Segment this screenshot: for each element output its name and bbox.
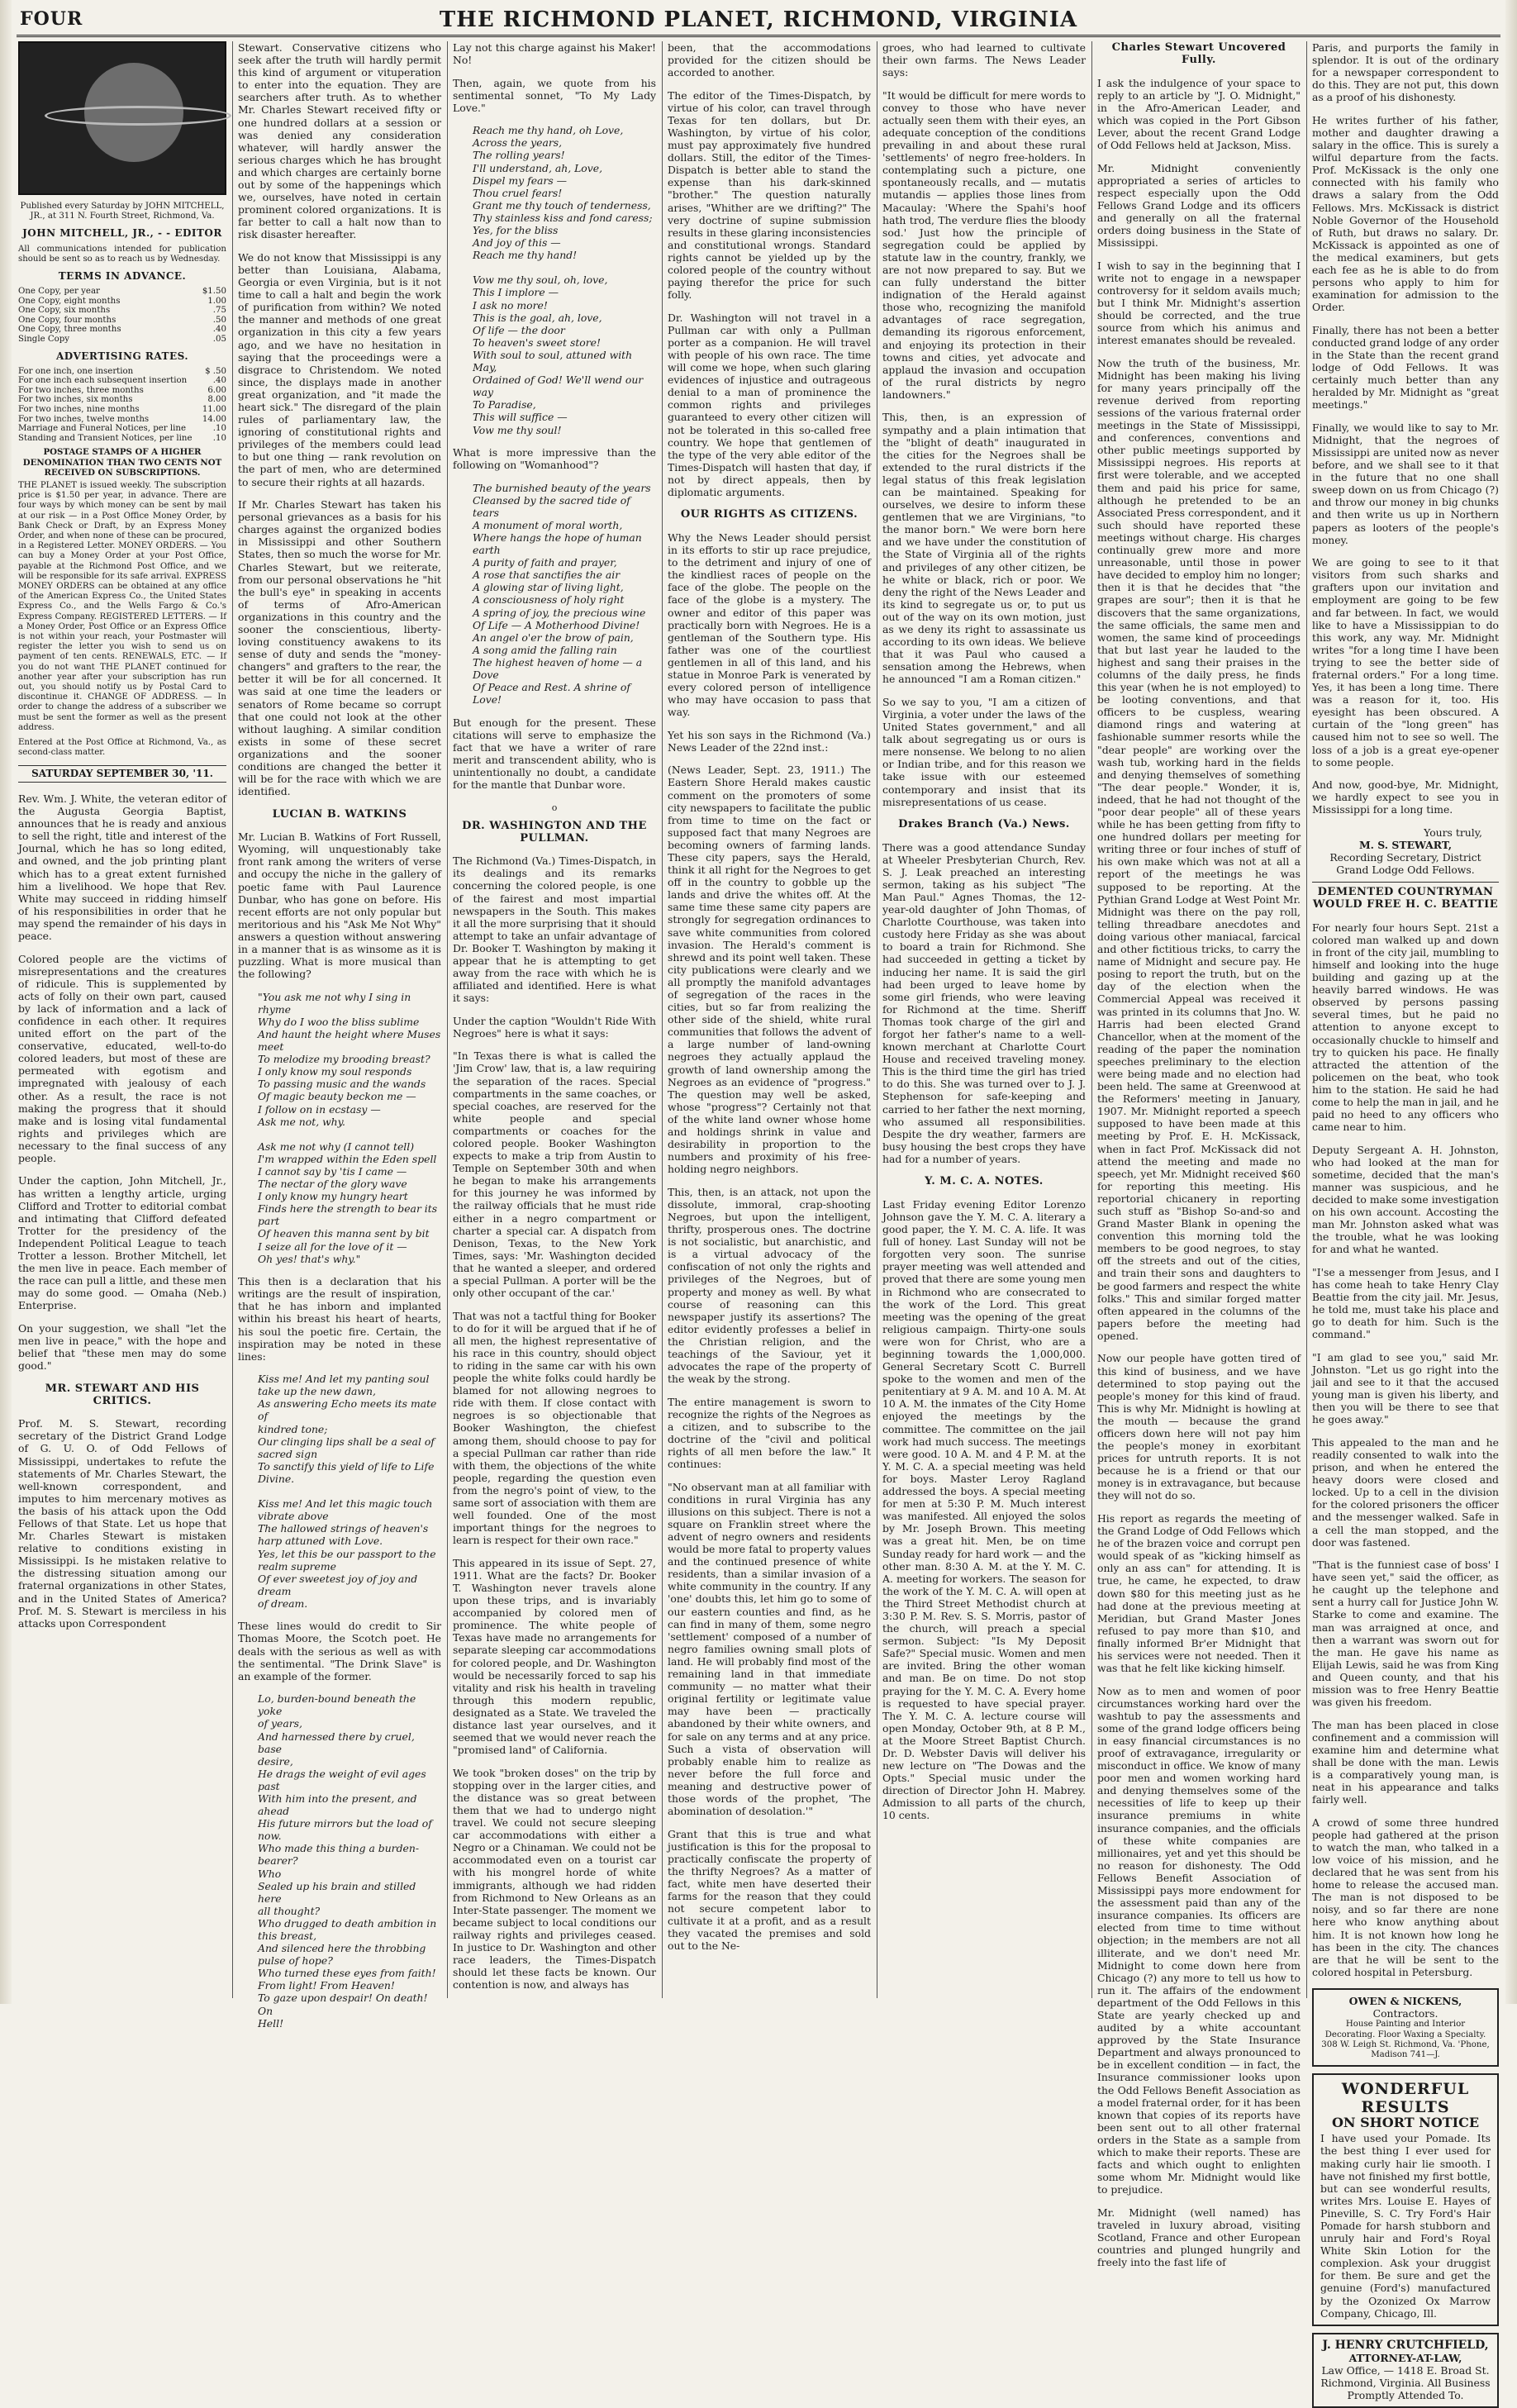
article-paragraph: What is more impressive than the following on "Womanhood"? [453, 445, 656, 472]
article-paragraph: Now as to men and women of poor circumstances working hard over the washtub to pay the assessments and some of the grand lodge officers being in easy financial circumstances is no proof of extravagance, irregularity or misconduct in office. We know of many poor men and women working hard and denying themselves some of the necessities of life to keep up their insurance premiums in white insurance companies, and the officials of these white companies are millionaires, yet and yet this should be no reason for dishonesty. The Odd Fellows Benefit Association of Mississippi pays more endowment for the assessment paid than any of the insurance companies. Its officers are elected from time to time without objection; in the members are not all illiterate, and we don't need Mr. Midnight to come down here from Chicago (?) any more to tell us how to run it. The affairs of the endowment department of the Odd Fellows in this State are yearly checked up and audited by a white accountant approved by the State Insurance Department and always pronounced to be in excellent condition — in fact, the Insurance commissioner looks upon the Odd Fellows Benefit Association as a model fraternal order, for it has been known that copies of its reports have been sent out to all other fraternal orders in the State as a sample from which to make their reports. These are facts and which ought to enlighten some whom Mr. Midnight would like to prejudice. [1097, 1684, 1301, 2196]
article-paragraph: So we say to you, "I am a citizen of Virginia, a voter under the laws of the United States government," and all talk about segregating us or ours is mere nonsense. We belong to no alien or Indian tribe, and for this reason we take issue with our esteemed contemporary and insist that its misrepresentations of us cease. [882, 695, 1086, 808]
page-number: FOUR [20, 8, 83, 30]
article-paragraph: This then is a declaration that his writings are the result of inspiration, that he has inborn and implanted within his breast his heart of hearts, his soul the poetic fire. Certain, the inspiration may be noted in these lines: [238, 1275, 441, 1363]
table-row: Single Copy .05 [18, 334, 226, 344]
ad-body: I have used your Pomade. Its the best thing I ever used for making curly hair lie smooth. I have not finished my first bottle, but can see wonderful results, writes Mrs. Louise E. Hayes of Pineville, S. C. Try Ford's Hair Pomade for harsh stubborn and unruly hair and Ford's Royal White Skin Lotion for the complexion. Ask your druggist for them. Be sure and get the genuine (Ford's) manufactured by the Ozonized Ox Marrow Company, Chicago, Ill. [1320, 2132, 1491, 2320]
article-paragraph: He writes further of his father, mother and daughter drawing a salary in the office. This is surely a wilful departure from the facts. Prof. McKissack is the only one connected with his family who draws a salary from the Odd Fellows. Mrs. McKissack is district Noble Governor of the Household of Ruth, but draws no salary. Dr. McKissack is appointed as one of the medical examiners, but gets each fee as he is able to do from persons who apply to him for examination for admission to the Order. [1312, 113, 1499, 314]
article-paragraph: Yet his son says in the Richmond (Va.) News Leader of the 22nd inst.: [668, 728, 871, 754]
page-edge-right [1505, 0, 1517, 2004]
article-paragraph: I wish to say in the beginning that I write not to engage in a newspaper controversy for it seldom avails much; but I think Mr. Midnight's assertion should be corrected, and the true source from which his animus and interest emanates should be revealed. [1097, 259, 1301, 347]
table-row: One Copy, four months .50 [18, 315, 226, 325]
ad-body: House Painting and Interior Decorating. Floor Waxing a Specialty. 308 W. Leigh St. Richmond, Va. 'Phone, Madison 741—J. [1321, 2020, 1490, 2060]
article-paragraph: Under the caption "Wouldn't Ride With Negroes" here is what it says: [453, 1014, 656, 1040]
article-paragraph: This appealed to the man and he readily consented to walk into the prison, and when he entered the heavy doors were closed and locked. Up to a cell in the division for the colored prisoners the officer and the messenger walked. Safe in a cell the man stopped, and the door was fastened. [1312, 1435, 1499, 1549]
column-4 [668, 41, 871, 1998]
article-paragraph: been, that the accommodations provided for the citizen should be accorded to another. [668, 41, 871, 79]
article-paragraph: And now, good-bye, Mr. Midnight, we hardly expect to see you in Mississippi for a long time. [1312, 778, 1499, 816]
table-row: For two inches, nine months 11.00 [18, 405, 226, 415]
headline-washington-pullman: DR. WASHINGTON AND THE PULLMAN. [462, 819, 647, 845]
ad-subtitle: ON SHORT NOTICE [1331, 2115, 1480, 2131]
table-row: For one inch each subsequent insertion .40 [18, 376, 226, 386]
advertisement-owen-nickens [1312, 1988, 1499, 2067]
column-rule [232, 41, 233, 1998]
table-row: One Copy, six months .75 [18, 306, 226, 316]
subscription-terms-table [18, 287, 226, 345]
table-row: For one inch, one insertion $ .50 [18, 366, 226, 376]
article-paragraph: Mr. Midnight (well named) has traveled in luxury abroad, visiting Scotland, France and other European countries and plunged hungrily and freely into the fast life of [1097, 2206, 1301, 2269]
issue-dateline: SATURDAY SEPTEMBER 30, '11. [18, 765, 226, 783]
article-paragraph: This, then, is an expression of sympathy and a plain intimation that the "blight of death" inaugurated in the cities for the Negroes shall be extended to the rural districts if the legal status of this freak legislation can be maintained. Speaking for ourselves, we desire to inform these gentlemen that we are Virginians, "to the manor born." We were born here and we have under the constitution of the State of Virginia all of the rights and privileges of any other citizen, be he white or black, rich or poor. We deny the right of the News Leader and its kind to segregate us or, to put us out of the way on its own motion, just as we deny its right to assassinate us according to its own ideas. We believe that it was Paul who caused a sensation among the Hebrews, when he announced "I am a Roman citizen." [882, 411, 1086, 686]
planet-logo-image [18, 41, 226, 195]
ad-body: Law Office, — 1418 E. Broad St. Richmond, Virginia. All Business Promptly Attended To. [1320, 2363, 1491, 2402]
article-paragraph: If Mr. Charles Stewart has taken his personal grievances as a basis for his charges against the organized bodies in Mississippi and other Southern States, then so much the worse for Mr. Charles Stewart, but we reiterate, from our personal observations he "hit the bull's eye" in speaking in accents of terms of Afro-American organizations in this country and the sooner the conscientious, liberty-loving constituency awakens to its sense of duty and sends the "money-changers" and grafters to the rear, the better it will be for all concerned. It was said at one time the leaders or senators of Rome became so corrupt that one could not look at the other without laughing. A similar condition exists in some of these secret organizations and the sooner conditions are changed the better it will be for the race with which we are identified. [238, 498, 441, 798]
column-1 [18, 41, 226, 1998]
article-suggestion-paragraph: On your suggestion, we shall "let the men live in peace," with the hope and belief that "these men may do some good." [18, 1321, 226, 1373]
column-rule [447, 41, 448, 1998]
article-paragraph: "In Texas there is what is called the 'Jim Crow' law, that is, a law requiring the separation of the races. Special compartments in the same coaches, or special coaches, are reserved for the white people and special compartments or coaches for the colored people. Booker Washington expects to make a trip from Austin to Temple on September 30th and when he began to make his arrangements for this journey he was informed by the railway officials that he must ride either in a negro compartment or charter a special car. A dispatch from Denison, Texas, to the New York Times, says: 'Mr. Washington decided that he wanted a sleeper, and ordered a special Pullman. A porter will be the only other occupant of the car.' [453, 1049, 656, 1300]
table-row: Standing and Transient Notices, per line .10 [18, 433, 226, 443]
column-5 [882, 41, 1086, 1998]
article-paragraph: The entire management is sworn to recognize the rights of the Negroes as a citizen, and to subscribe to the doctrine of the "civil and political rights of all men before the law." It continues: [668, 1395, 871, 1471]
article-caption-paragraph: Under the caption, John Mitchell, Jr., has written a lengthy article, urging Clifford and Trotter to editorial combat and intimating that Clifford defeated Trotter for the presidency of the Independent Political League to teach Trotter a lesson. Brother Mitchell, let the men live in peace. Each member of the race can pull a little, and these men may do some good. — Omaha (Neb.) Enterprise. [18, 1174, 226, 1312]
ad-subtitle: Contractors. [1372, 2007, 1439, 2020]
advertisement-wonderful-results [1312, 2073, 1499, 2326]
column-7 [1312, 41, 1499, 2402]
article-paragraph: There was a good attendance Sunday at Wheeler Presbyterian Church, Rev. S. J. Leak preached an interesting sermon, taking as his subject "The Man Paul." Agnes Thomas, the 12-year-old daughter of John Thomas, of Charlotte Courthouse, was taken into custody here Friday as she was about to board a train for Richmond. She had succeeded in getting a ticket by inducing her name. It is said the girl had been urged to leave home by some girl friends, who were leaving for Richmond at the time. Sheriff Thomas took charge of the girl and forgot her father's name to a well-known merchant at Charlotte Court House and received traveling money. This is the third time the girl has tried to do this. She was turned over to J. J. Stephenson for safe-keeping and carried to her father the next morning, who assumed all responsibilities. Despite the dry weather, farmers are busy housing the best crops they have had for a number of years. [882, 840, 1086, 1165]
headline-demented-countryman: DEMENTED COUNTRYMAN WOULD FREE H. C. BEATTIE [1312, 882, 1499, 911]
table-row: One Copy, three months .40 [18, 325, 226, 335]
article-white-paragraph: Rev. Wm. J. White, the veteran editor of the Augusta Georgia Baptist, announces that he is ready and anxious to sell the right, title and interest of the Journal, which he has so long edited, and owned, and the job printing plant which has to a great extent furnished him a livelihood. We hope that Rev. White may succeed in ridding himself of his responsibilities in order that he may spend the remainder of his days in peace. [18, 792, 226, 943]
headline-rights-citizens: OUR RIGHTS AS CITIZENS. [680, 508, 858, 521]
advertisement-crutchfield [1312, 2333, 1499, 2408]
ad-business-name: J. HENRY CRUTCHFIELD, [1322, 2338, 1489, 2352]
article-paragraph: Why the News Leader should persist in its efforts to stir up race prejudice, to the detriment and injury of one of the kindliest races of people on the face of the globe. The people on the face of the globe is a mystery. The owner and editor of this paper was practically born with Negroes. He is a gentleman of the Southern type. His father was one of the courtliest gentlemen in all of this land, and his statue in Monroe Park is venerated by every colored person of intelligence who may have occasion to pass that way. [668, 531, 871, 719]
article-paragraph: A crowd of some three hundred people had gathered at the prison to watch the man, who talked in a low voice of his mission, and he declared that he was sent from his home to release the accused man. The man is not disposed to be noisy, and so far there are none here who know anything about him. It is not known how long he has been in the city. The chances are that he will be sent to the colored hospital in Petersburg. [1312, 1816, 1499, 1978]
article-paragraph: His report as regards the meeting of the Grand Lodge of Odd Fellows which he of the brazen voice and corrupt pen would speak of as "kicking himself as only an ass can" for attending. It is true, he came, he expected, to draw down $80 for this meeting just as he had done at the previous meeting at Meridian, but Grand Master Jones refused to pay more than $10, and finally informed Br'er Midnight that his services were not needed. Then it was that he felt like kicking himself. [1097, 1511, 1301, 1675]
headline-ymca-notes: Y. M. C. A. NOTES. [925, 1175, 1044, 1188]
article-stewart-paragraph: Prof. M. S. Stewart, recording secretary of the District Grand Lodge of G. U. O. of Odd Fellows of Mississippi, undertakes to refute the statements of Mr. Charles Stewart, the well-known correspondent, and imputes to him mercenary motives as the basis of his attack upon the Odd Fellows of that State. Let us hope that Mr. Charles Stewart is mistaken relative to conditions existing in Mississippi. Is he mistaken relative to the distressing situation among our fraternal organizations in other States, and in the United States of America? Prof. M. S. Stewart is merciless in his attacks upon Correspondent [18, 1417, 226, 1630]
article-paragraph: Last Friday evening Editor Lorenzo Johnson gave the Y. M. C. A. literary a good paper, the Y. M. C. A. life. It was full of honey. Last Sunday will not be forgotten very soon. The sunrise prayer meeting was well attended and proved that there are some young men in Richmond who are consecrated to the work of the Lord. This great meeting was the opening of the great religious campaign. Thirty-one souls were won for Christ, who are a beginning towards the 1,000,000. General Secretary Scott C. Burrell spoke to the women and men of the penitentiary at 9 A. M. and 10 A. M. At 10 A. M. the inmates of the City Home enjoyed the meetings by the committee. The committee on the jail work had much success. The meetings were good. 10 A. M. and 4 P. M. at the Y. M. C. A. a special meeting was held for boys. Master Leroy Ragland addressed the boys. A special meeting for men at 5:30 P. M. Much interest was manifested. All enjoyed the solos by Mr. Joseph Brown. This meeting was a great hit. Men, be on time Sunday ready for hard work — and the other man. 8:30 A. M. at the Y. M. C. A. meeting for workers. The season for the work of the Y. M. C. A. will open at the Third Street Methodist church at 3:30 P. M. Rev. S. S. Morris, pastor of the church, will preach a special sermon. Subject: "Is My Deposit Safe?" Special music. Women and men are invited. Bring the other woman and man. Be on time. Do not stop praying for the Y. M. C. A. Every home is requested to have special prayer. The Y. M. C. A. lecture course will open Monday, October 9th, at 8 P. M., at the Moore Street Baptist Church. Dr. D. Webster Davis will deliver his new lecture on "The Dowas and the Opts." Special music under the direction of Director John H. Mabrey. Admission to all parts of the church, 10 cents. [882, 1197, 1086, 1822]
editor-line: JOHN MITCHELL, JR., - - EDITOR [22, 227, 222, 240]
signature-name: M. S. STEWART, [1358, 838, 1453, 851]
article-paragraph: This appeared in its issue of Sept. 27, 1911. What are the facts? Dr. Booker T. Washington never travels alone upon these trips, and is invariably accompanied by colored men of prominence. The white people of Texas have made no arrangements for separate sleeping car accommodations for colored people, and Dr. Washington would be necessarily forced to sap his vitality and risk his health in traveling through this modern republic, designated as a State. We traveled the distance last year ourselves, and it seemed that we would never reach the "promised land" of California. [453, 1556, 656, 1757]
article-paragraph: Lay not this charge against his Maker! No! [453, 41, 656, 67]
headline-stewart-uncovered: Charles Stewart Uncovered Fully. [1111, 41, 1286, 67]
postage-notice: POSTAGE STAMPS OF A HIGHER DENOMINATION THAN TWO CENTS NOT RECEIVED ON SUBSCRIPTIONS. [22, 447, 222, 478]
column-rule [1091, 41, 1092, 1998]
poem-kiss-me: Kiss me! And let my panting soul take up the new dawn, As answering Echo meets its mate of kindred tone; Our clinging lips shall be a seal of sacred sign To sanctify this yield of life to Life Divine. Kiss me! And let this magic touch vibrate above The hallowed strings of heaven's harp attuned with Love. Yes, let this be our passport to the realm supreme Of ever sweetest joy of joy and dream of dream. [258, 1373, 437, 1610]
poem-my-lady-love: Reach me thy hand, oh Love, Across the years, The rolling years! I'll understand, ah, Love, Dispel my fears — Thou cruel fears! Grant me thy touch of tenderness, Thy stainless kiss and fond caress; Yes, for the bliss And joy of this — Reach me thy hand! Vow me thy soul, oh, love, This I implore — I ask no more! This is the goal, ah, love, Of life — the door To heaven's sweet store! With soul to soul, attuned with May, Ordained of God! We'll wend our way To Paradise, This will suffice — Vow me thy soul! [473, 124, 653, 436]
entered-notice: Entered at the Post Office at Richmond, Va., as second-class matter. [18, 738, 226, 758]
terms-heading: TERMS IN ADVANCE. [58, 269, 187, 282]
article-paragraph: We took "broken doses" on the trip by stopping over in the larger cities, and the distance was so great between them that we had to undergo night travel. We could not secure sleeping car accommodations with either a Negro or a Chinaman. We could not be accommodated even on a tourist car with his mongrel horde of white immigrants, although we had ridden from Richmond to New Orleans as an Inter-State passenger. The moment we became subject to local conditions our railway rights and privileges ceased. In justice to Dr. Washington and other race leaders, the Times-Dispatch should let these facts be known. Our contention is now, and always has [453, 1766, 656, 1992]
article-paragraph: "I'se a messenger from Jesus, and I has come heah to take Henry Clay Beattie from the city jail. Mr. Jesus, he told me, must take his place and go to death for him. Such is the command." [1312, 1265, 1499, 1341]
table-row: One Copy, eight months 1.00 [18, 296, 226, 306]
article-paragraph: "I am glad to see you," said Mr. Johnston. "Let us go right into the jail and see to it that the accused young man is given his liberty, and then you will be there to see that he goes away." [1312, 1350, 1499, 1426]
newspaper-title: THE RICHMOND PLANET, RICHMOND, VIRGINIA [439, 7, 1078, 32]
article-paragraph: Now our people have gotten tired of this kind of business, and we have determined to stop paying out the people's money for this kind of fraud. This is why Mr. Midnight is howling at the mouth — because the grand officers down here will not pay him the people's money in exorbitant prices for untruth reports. It is not because he is a friend or that our money is in extravagance, but because they will not do so. [1097, 1352, 1301, 1502]
article-paragraph: This, then, is an attack, not upon the dissolute, immoral, crap-shooting Negroes, but upon the intelligent, thrifty, prosperous ones. The doctrine is not socialistic, but anarchistic, and is a virtual advocacy of the confiscation of not only the rights and privileges of the Negroes, but of property and money as well. By what course of reasoning can this newspaper justify its assertions? The editor evidently professes a belief in the Christian religion, and the teachings of the Saviour, yet it advocates the rape of the property of the weak by the strong. [668, 1185, 871, 1386]
advertising-rates-table [18, 367, 226, 444]
column-6 [1097, 41, 1301, 2269]
ad-title: WONDERFUL RESULTS [1341, 2080, 1470, 2117]
article-paragraph: I ask the indulgence of your space to reply to an article by "J. O. Midnight," in the Afro-American Leader, and which was copied in the Port Gibson Lever, about the recent Grand Lodge of Odd Fellows held at Jackson, Miss. [1097, 76, 1301, 152]
article-paragraph: Then, again, we quote from his sentimental sonnet, "To My Lady Love." [453, 76, 656, 114]
article-paragraph: Stewart. Conservative citizens who seek after the truth will hardly permit this kind of argument or vituperation to enter into the equation. They are searchers after truth. As to whether Mr. Charles Stewart received fifty or one hundred dollars at a session or was denied any consideration whatever, will hardly answer the serious charges which he has brought and which charges are certainly borne out by some of the happenings which we, ourselves, have noted in certain prominent colored organizations. It is far better to call a halt now than to risk disaster hereafter. [238, 41, 441, 241]
article-paragraph: Dr. Washington will not travel in a Pullman car with only a Pullman porter as a companion. He will travel with people of his own race. The time will come we hope, when such glaring evidences of injustice and outrageous denial to a man of prominence the common rights and privileges guaranteed to every other citizen will not be tolerated in this so-called free country. We hope that gentlemen of the type of the very able editor of the Times-Dispatch will hasten that day, if not by direct appeals, then by diplomatic arguments. [668, 311, 871, 498]
article-paragraph: For nearly four hours Sept. 21st a colored man walked up and down in front of the city jail, mumbling to himself and looking into the huge building and gazing up at the heavily barred windows. He was observed by persons passing several times, but he paid no attention to anyone except to occasionally chuckle to himself and try to quicken his pace. He finally attracted the attention of the policemen on the beat, who took him to the station. He said he had come to help the man in jail, and he paid no heed to any officers who came near to him. [1312, 921, 1499, 1134]
column-rule [1306, 41, 1307, 1998]
communications-notice: All communications intended for publication should be sent so as to reach us by Wednesday. [18, 244, 226, 264]
column-3: Lay not this charge against his Maker! No! Then, again, we quote from his sentimental sonnet, "To My Lady Love." Reach me thy hand, oh Love, Across the years, The rolling years! I'll understand, ah, Love, Dispel my fears — Thou cruel fears! Grant me thy touch of tenderness, Thy stainless kiss and fond caress; Yes, for the bliss And joy of this — Reach me thy hand! Vow me thy soul, oh, love, This I implore — I ask no more! This is the goal, ah, love, Of life — the door To heaven's sweet store! With soul to soul, attuned with May, Ordained of God! We'll wend our way To Paradise, This will suffice — Vow me thy soul! What is more impressive than the following on "Womanhood"? The burnished beauty of the years Cleansed by the sacred tide of tears A monument of moral worth, Where hangs the hope of human earth A purity of faith and prayer, A rose that sanctifies the air A glowing star of living light, A consciousness of holy right A spring of joy, the precious wine Of Life — A Motherhood Divine! An angel o'er the brow of pain, A song amid the falling rain The highest heaven of home — a Dove Of Peace and Rest. A shrine of Love! But enough for the present. These citations will serve to emphasize the fact that we have a writer of rare merit and transcendent ability, who is unintentionally no doubt, a candidate for the mantle that Dunbar wore. o DR. WASHINGTON AND THE PULLMAN. The Richmond (Va.) Times-Dispatch, in its dealings and its remarks concerning the colored people, is one of the fairest and most impartial newspapers in the South. This makes it all the more surprising that it should attempt to take an unfair advantage of Dr. Booker T. Washington by making it appear that he is attempting to get away from the race with which he is affiliated and identified. Here is what it says: Under the caption "Wouldn't Ride With Negroes" here is what it says: "In Texas there is what is called the 'Jim Crow' law, that is, a law requiring the separation of the races. Special compartments in the same coaches, or special coaches, are reserved for the white people and special compartments or coaches for the colored people. Booker Washington expects to make a trip from Austin to Temple on September 30th and when he began to make his arrangements for this journey he was informed by the railway officials that he must ride either in a negro compartment or charter a special car. A dispatch from Denison, Texas, to the New York Times, says: 'Mr. Washington decided that he wanted a sleeper, and ordered a special Pullman. A porter will be the only other occupant of the car.' That was not a tactful thing for Booker to do for it will be argued that if he of all men, the highest representative of his race in this country, should object to riding in the same car with his own people the white folks could hardly be blamed for not allowing negroes to ride with them. If close contact with negroes is so objectionable that Booker Washington, the chiefest among them, should choose to pay for a special Pullman car rather than ride with them, the objections of the white people, regarding the question even from the negro's point of view, to the same sort of association with them are well founded. One of the most important things for the negroes to learn is respect for their own race." This appeared in its issue of Sept. 27, 1911. What are the facts? Dr. Booker T. Washington never travels alone upon these trips, and is invariably accompanied by colored men of prominence. The white people of Texas have made no arrangements for separate sleeping car accommodations for colored people, and Dr. Washington would be necessarily forced to sap his vitality and risk his health in traveling through this modern republic, designated as a State. We traveled the distance last year ourselves, and it seemed that we would never reach the "promised land" of California. We took "broken doses" on the trip by stopping over in the larger cities, and the distance was so great between them that we had to undergo night travel. We could not secure sleeping car accommodations with either a Negro or a Chinaman. We could not be accommodated even on a tourist car with his mongrel horde of white immigrants, although we had ridden from Richmond to New Orleans as an Inter-State passenger. The moment we became subject to local conditions our railway rights and privileges ceased. In justice to Dr. Washington and other race leaders, the Times-Dispatch should let these facts be known. Our contention is now, and always has [453, 41, 656, 1992]
article-paragraph: "No observant man at all familiar with conditions in rural Virginia has any illusions on this subject. There is not a square on Franklin street where the advent of negro owners and residents would be more fatal to property values and the continued presence of white residents, than a similar invasion of a white community in the country. If any 'one' doubts this, let him go to some of our eastern counties and find, as he can find in many of them, some negro 'settlement' composed of a number of negro families owning small plots of land. He will probably find most of the remaining land in that immediate community — no matter what their original fertility or legitimate value may have been — practically abandoned by their white owners, and for sale on any terms and at any price. Such a vista of observation will probably enable him to realize as never before the full force and meaning and destructive power of those words of the prophet, 'The abomination of desolation.'" [668, 1480, 871, 1818]
article-paragraph: Now the truth of the business, Mr. Midnight has been making his living for many years principally off the revenue derived from reporting sessions of the various fraternal order meetings in the State of Mississippi, and conferences, conventions and other public meetings supported by Mississippi negroes. His reports at first were tolerable, and we accepted them and paid his price for same, although he pretended to be an Associated Press correspondent, and it such should have reported these meetings without charge. His charges continually grew more and more unreasonable, until those in power have decided to employ him no longer; then it is that he decides that "the grapes are sour"; then it is that he discovers that the same organizations, the same officials, the same men and women, the same kind of proceedings that but last year he lauded to the highest and sang their praises in the columns of the daily press, he finds this year (when he is not employed) to be looting conventions, and that officers to be cuspless, wearing diamond rings and watering at fashionable summer resorts while the "dear people" are working over the wash tub, working hard in the fields and denying themselves of something "The dear people." Wonder, it is, indeed, that he had not thought of the "poor dear people" all of these years while he has been getting from fifty to one hundred dollars per meeting for writing three or four inches of stuff of his own make which was not at all a report of the meetings he was supposed to be reporting. At the Pythian Grand Lodge at West Point Mr. Midnight was there on the pay roll, telling threadbare anecdotes and doing various other maniacal, farcical and other fictitious tricks, to carry the name of Midnight and secure pay. He posing to report the truth, but on the day of the election when the Commercial Appeal was received it was printed in its columns that Jno. W. Harris had been elected Grand Chancellor, when at the moment of the reading of the paper the nomination speeches preliminary to the election were being made and no election had been held. The same at Greenwood at the Reformers' meeting in January, 1907. Mr. Midnight reported a speech supposed to have been made at this meeting by Prof. E. H. McKissack, when in fact Prof. McKissack did not attend the meeting and made no speech, yet Mr. Midnight received $60 for reporting this meeting. His reportorial chicanery in reporting such stuff as "Bishop So-and-so and Grand Master Blank in opening the convention this morning told the members to be good negroes, to stay off the streets and out of the cities, and train their sons and daughters to be good farmers and respect the white folks." This and similar forged matter often appeared in the columns of the papers before the meeting had opened. [1097, 356, 1301, 1342]
article-colored-paragraph: Colored people are the victims of misrepresentations and the creatures of ridicule. This is supplemented by acts of folly on their own part, caused by lack of information and a lack of confidence in each other. It requires united effort on the part of the conservative, educated, well-to-do colored leaders, but most of these are permeated with egotism and impregnated with jealousy of each other. As a result, the race is not making the progress that it should make and is losing vital fundamental rights and privileges which are necessary to the final success of any people. [18, 952, 226, 1164]
table-row: Marriage and Funeral Notices, per line .10 [18, 424, 226, 434]
article-paragraph: The Richmond (Va.) Times-Dispatch, in its dealings and its remarks concerning the colored people, is one of the fairest and most impartial newspapers in the South. This makes it all the more surprising that it should attempt to take an unfair advantage of Dr. Booker T. Washington by making it appear that he is attempting to get away from the race with which he is affiliated and identified. Here is what it says: [453, 854, 656, 1005]
publisher-notice: Published every Saturday by JOHN MITCHELL, JR., at 311 N. Fourth Street, Richmond, Va. [20, 202, 225, 221]
signoff: Yours truly, [1424, 826, 1482, 839]
subscription-instructions: THE PLANET is issued weekly. The subscription price is $1.50 per year, in advance. There are four ways by which money can be sent by mail at our risk — in a Post Office Money Order, by Bank Check or Draft, by an Express Money Order, and when none of these can be procured, in a Registered Letter. MONEY ORDERS. — You can buy a Money Order at your Post Office, payable at the Richmond Post Office, and we will be responsible for its safe arrival. EXPRESS MONEY ORDERS can be obtained at any office of the American Express Co., the United States Express Co., and the Wells Fargo & Co.'s Express Company. REGISTERED LETTERS. — If a Money Order, Post Office or an Express Office is not within your reach, your Postmaster will register the letter you wish to send us on payment of ten cents. RENEWALS, ETC. — If you do not want THE PLANET continued for another year after your subscription has run out, you should notify us by Postal Card to discontinue it. CHANGE OF ADDRESS. — In order to change the address of a subscriber we must be sent the former as well as the present address. [18, 481, 226, 732]
article-paragraph: Grant that this is true and what justification is this for the proposal to practically confiscate the property of the thrifty Negroes? As a matter of fact, white men have deserted their farms for the reason that they could not secure competent labor to cultivate it at a profit, and as a result they vacated the premises and sold out to the Ne- [668, 1827, 871, 1953]
article-paragraph: "That is the funniest case of boss' I have seen yet," said the officer, as he caught up the telephone and sent a hurry call for Justice John W. Starke to come and examine. The man was arraigned at once, and then a warrant was sworn out for the man. He gave his name as Elijah Lewis, said he was from King and Queen county, and that his mission was to free Henry Beattie was given his freedom. [1312, 1559, 1499, 1709]
article-paragraph: (News Leader, Sept. 23, 1911.) The Eastern Shore Herald makes caustic comment on the promoters of some city newspapers to facilitate the public from time to time on the fact or supposed fact that many Negroes are becoming owners of farming lands. These city papers, says the Herald, think it all right for the Negroes to get off in the country to gobble up the lands and drive the whites off. At the same time these same city papers are strongly for segregation ordinances to save white communities from colored invasion. The Herald's comment is shrewd and its point well taken. These city publications were clearly and we all promptly the manifold advantages of segregation of the races in the cities, but so far from realizing the other side of the shield, white rural communities that follows the advent of a large number of land-owning negroes they actually applaud the growth of land ownership among the Negroes as an evidence of "progress." The question may well be asked, whose "progress"? Certainly not that of the white land owner whose home and holdings shrink in value and desirability in proportion to the numbers and proximity of his free-holding negro neighbors. [668, 764, 871, 1176]
article-paragraph: Paris, and purports the family in splendor. It is out of the ordinary for a newspaper correspondent to do this. They are not put, this down as a proof of his dishonesty. [1312, 41, 1499, 104]
article-paragraph: The editor of the Times-Dispatch, by virtue of his color, can travel through Texas for ten dollars, but Dr. Washington, by virtue of his color, must pay approximately five hundred dollars. Still, the editor of the Times-Dispatch is better able to stand the expense than his dark-skinned "brother." The question naturally arises, "Whither are we drifting?" The very doctrine of supine submission results in these glaring inconsistencies and constitutional wrongs. Standard rights cannot be yielded up by the colored people of the country without paying therefor the price for such folly. [668, 88, 871, 302]
table-row: For two inches, twelve months 14.00 [18, 414, 226, 424]
table-row: For two inches, six months 8.00 [18, 395, 226, 405]
poem-drink-slave: Lo, burden-bound beneath the yoke of years, And harnessed there by cruel, base desire, He drags the weight of evil ages past With him into the present, and ahead His future mirrors but the load of now. Who made this thing a burden-bearer? Who Sealed up his brain and stilled here all thought? Who drugged to death ambition in this breast, And silenced here the throbbing pulse of hope? Who turned these eyes from faith! From light! From Heaven! To gaze upon despair! On death! On Hell! [258, 1692, 437, 2030]
ad-subtitle: ATTORNEY-AT-LAW, [1348, 2351, 1462, 2364]
article-paragraph: We are going to see to it that visitors from such sharks and grafters upon our invitation and employment are going to be few and far between. In fact, we would like to have a Mississippian to do this work, any way. Mr. Midnight writes "for a long time I have been trying to see the better side of fraternal orders." For a long time. Yes, it has been a long time. There was a reason for it, too. His eyesight has been obscured. A curtain of the "long green" has caused him not to see so well. The loss of a job is a great eye-opener to some people. [1312, 556, 1499, 769]
planet-ring-icon [45, 106, 231, 126]
poem-womanhood: The burnished beauty of the years Cleansed by the sacred tide of tears A monument of moral worth, Where hangs the hope of human earth A purity of faith and prayer, A rose that sanctifies the air A glowing star of living light, A consciousness of holy right A spring of joy, the precious wine Of Life — A Motherhood Divine! An angel o'er the brow of pain, A song amid the falling rain The highest heaven of home — a Dove Of Peace and Rest. A shrine of Love! [473, 481, 651, 707]
headline-drakes-branch: Drakes Branch (Va.) News. [898, 818, 1070, 831]
article-paragraph: These lines would do credit to Sir Thomas Moore, the Scotch poet. He deals with the serious as well as with the sentimental. "The Drink Slave" is an example of the former. [238, 1620, 441, 1682]
article-paragraph: We do not know that Mississippi is any better than Louisiana, Alabama, Georgia or even Virginia, but is it not time to call a halt and begin the work of purification from within? We noted the manner and methods of one great organization in this city a few years ago, and we have no hesitation in saying that the proceedings were a disgrace to Christendom. We noted since, the displays made in another great organization, and "it made the heart sick." The disregard of the plain rules of parliamentary law, the ignoring of constitutional rights and privileges of the members could lead to but one thing — rank revolution on the part of men, who are determined to secure their rights at all hazards. [238, 250, 441, 488]
article-paragraph: That was not a tactful thing for Booker to do for it will be argued that if he of all men, the highest representative of his race in this country, should object to riding in the same car with his own people the white folks could hardly be blamed for not allowing negroes to ride with them. If close contact with negroes is so objectionable that Booker Washington, the chiefest among them, should choose to pay for a special Pullman car rather than ride with them, the objections of the white people, regarding the question even from the negro's point of view, to the same sort of association with them are well founded. One of the most important things for the negroes to learn is respect for their own race." [453, 1309, 656, 1547]
table-row: One Copy, per year $1.50 [18, 287, 226, 296]
article-paragraph: Deputy Sergeant A. H. Johnston, who had looked at the man for sometime, decided that the man's manner was suspicious, and he decided to make some investigation on his own account. Accosting the man Mr. Johnston asked what was the trouble, what he was looking for and what he wanted. [1312, 1143, 1499, 1256]
article-paragraph: "It would be difficult for mere words to convey to those who have never actually seen them with their eyes, an adequate conception of the conditions prevailing in and about these rural 'settlements' of negro free-holders. In contemplating such a picture, one spontaneously recalls, and — mutatis mutandis — applies those lines from Macaulay: 'Where the Spahi's hoof hath trod, The verdure flies the bloody sod.' Just how the principle of segregation could be applied by statute law in the country, frankly, we are not now prepared to say. But we can fully understand the bitter indignation of the Herald against those who, recognizing the manifold advantages of race segregation, demanding its rigorous enforcement, and enjoying its protection in their towns and cities, yet advocate and applaud the invasion and occupation of the rural districts by negro landowners." [882, 88, 1086, 401]
article-paragraph: Mr. Midnight conveniently appropriated a series of articles to respect especially upon the Odd Fellows Grand Lodge and its officers and generally on all the fraternal orders doing business in the State of Mississippi. [1097, 161, 1301, 250]
article-paragraph: Mr. Lucian B. Watkins of Fort Russell, Wyoming, will unquestionably take front rank among the writers of verse and occupy the niche in the gallery of poetic fame with Paul Laurence Dunbar, who has gone on before. His recent efforts are not only popular but meritorious and his "Ask Me Not Why" answers a question without answering in a manner that is as winsome as it is puzzling. What is more musical than the following? [238, 830, 441, 981]
article-paragraph: groes, who had learned to cultivate their own farms. The News Leader says: [882, 41, 1086, 79]
article-paragraph: But enough for the present. These citations will serve to emphasize the fact that we have a writer of rare merit and transcendent ability, who is unintentionally no doubt, a candidate for the mantle that Dunbar wore. [453, 716, 656, 792]
headline-watkins: LUCIAN B. WATKINS [272, 807, 407, 821]
masthead [17, 5, 1500, 37]
headline-stewart-critics: MR. STEWART AND HIS CRITICS. [45, 1382, 200, 1407]
column-2 [238, 41, 441, 2030]
article-paragraph: Finally, there has not been a better conducted grand lodge of any order in the State than the recent grand lodge of Odd Fellows. It was certainly much better than any heralded by Mr. Midnight as "great meetings." [1312, 323, 1499, 412]
article-paragraph: Finally, we would like to say to Mr. Midnight, that the negroes of Mississippi are united now as never before, and we shall see to it that in the future that no one shall sweep down on us from Chicago (?) and throw our money in big chunks and then write us up in Northern papers as looters of the people's money. [1312, 421, 1499, 546]
advertising-heading: ADVERTISING RATES. [55, 350, 189, 362]
page-edge-left [0, 0, 12, 2004]
table-row: For two inches, three months 6.00 [18, 385, 226, 395]
article-paragraph: The man has been placed in close confinement and a commission will examine him and determine what shall be done with the man. Lewis is a comparatively young man, is neat in his appearance and talks fairly well. [1312, 1718, 1499, 1806]
ad-business-name: OWEN & NICKENS, [1348, 1995, 1462, 2008]
column-rule [662, 41, 663, 1998]
poem-ask-me-not-why: "You ask me not why I sing in rhyme Why do I woo the bliss sublime And haunt the height where Muses meet To melodize my brooding breast? I only know my soul responds To passing music and the wands Of magic beauty beckon me — I follow on in ecstasy — Ask me not, why. Ask me not why (I cannot tell) I'm wrapped within the Eden spell I cannot say by 'tis I came — The nectar of the glory wave I only know my hungry heart Finds here the strength to bear its part Of heaven this manna sent by bit I seize all for the love of it — Oh yes! that's why." [258, 990, 441, 1265]
signature-title: Recording Secretary, District Grand Lodge Odd Fellows. [1329, 850, 1481, 877]
